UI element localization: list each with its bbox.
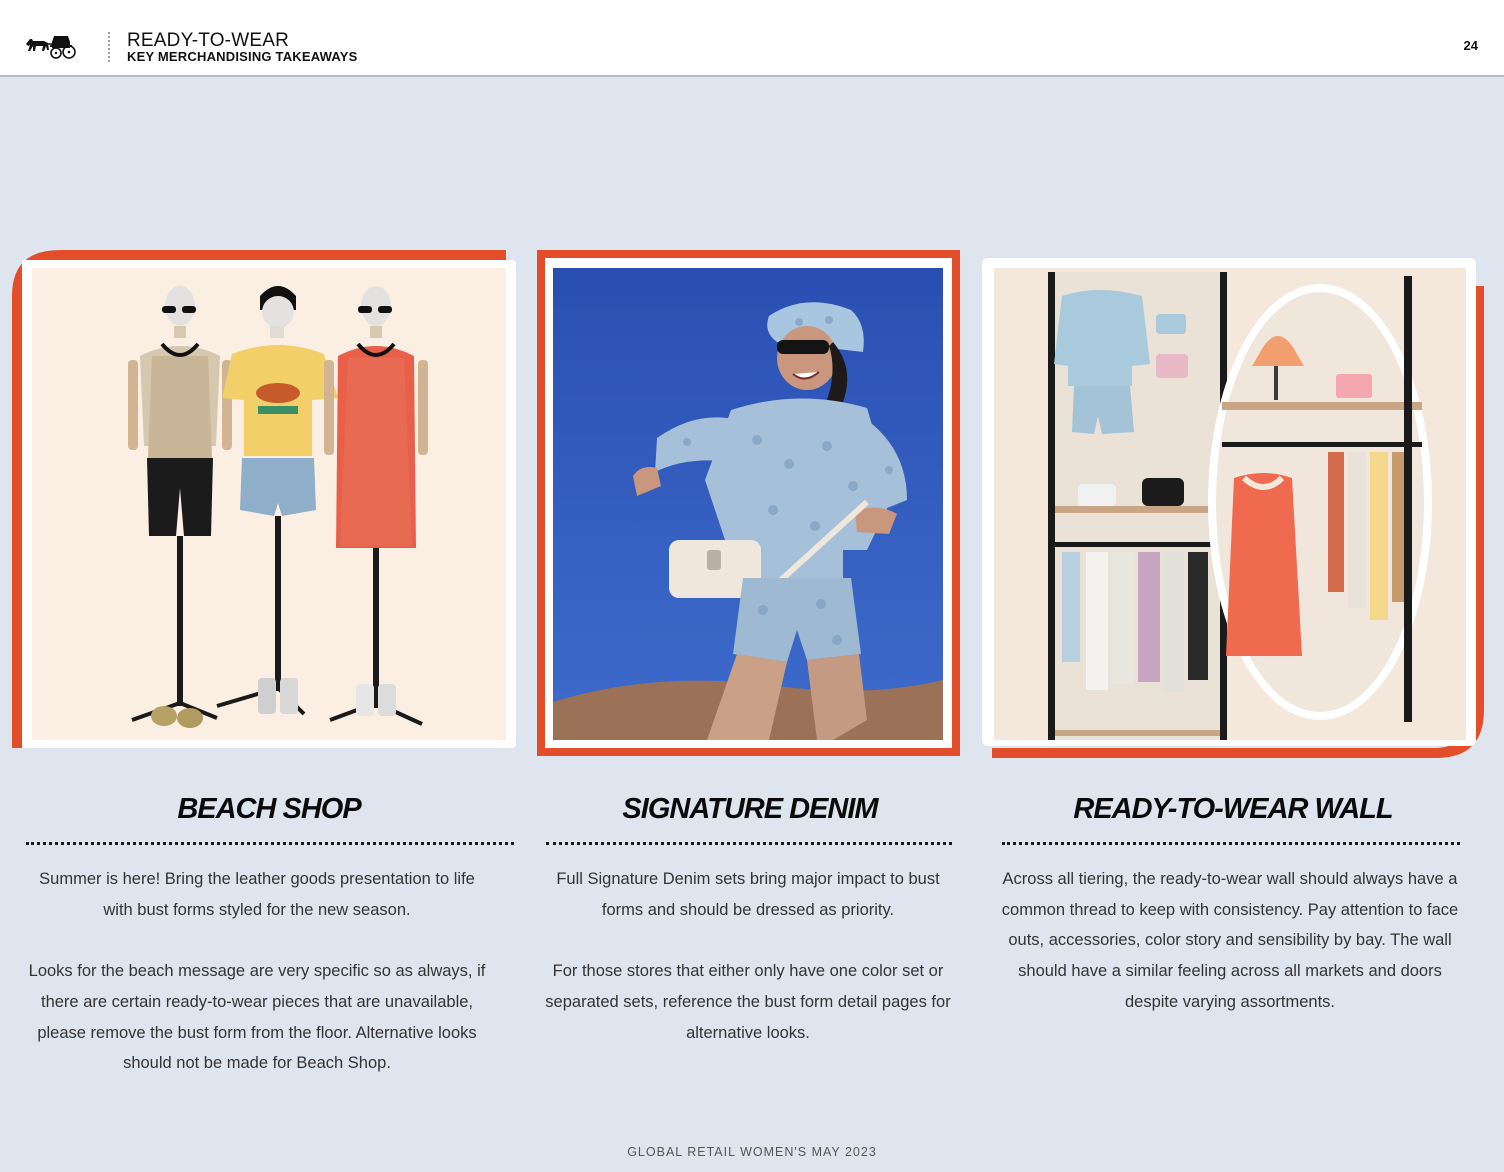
signature-denim-paragraph: For those stores that either only have one color set or separated sets, reference the bust form detail pages for alternative looks. — [545, 962, 951, 1042]
section-subtitle: KEY MERCHANDISING TAKEAWAYS — [127, 49, 358, 64]
beach-shop-photo — [12, 248, 518, 750]
header-divider — [108, 32, 110, 62]
signature-denim-paragraph: Full Signature Denim sets bring major impact to bust forms and should be dressed as priority. — [556, 870, 940, 919]
signature-denim-divider — [546, 842, 952, 845]
page-header — [0, 0, 1504, 77]
signature-denim-title: SIGNATURE DENIM — [622, 793, 878, 825]
section-title: READY-TO-WEAR — [127, 30, 290, 51]
beach-shop-paragraph: Looks for the beach message are very specific so as always, if there are certain ready-to-wear pieces that are unavailable, please remove the bust form from the floor. Alternative looks should not be made for Beach Shop. — [28, 962, 486, 1073]
ready-to-wear-wall-title: READY-TO-WEAR WALL — [1073, 793, 1393, 825]
ready-to-wear-wall-text — [998, 864, 1462, 1018]
horse-and-carriage-logo-icon — [24, 30, 96, 62]
footer-text: GLOBAL RETAIL WOMEN'S MAY 2023 — [627, 1145, 877, 1159]
signature-denim-photo — [537, 250, 960, 756]
signature-denim-text — [541, 864, 955, 1048]
beach-shop-text — [24, 864, 490, 1079]
ready-to-wear-wall-photo — [982, 256, 1486, 762]
beach-shop-divider — [26, 842, 514, 845]
ready-to-wear-wall-divider — [1002, 842, 1460, 845]
beach-shop-title: BEACH SHOP — [177, 793, 361, 825]
page-number: 24 — [1463, 38, 1478, 53]
ready-to-wear-wall-paragraph: Across all tiering, the ready-to-wear wall should always have a common thread to keep with consistency. Pay attention to face outs, accessories, color story and sensibility by bay. The wall should have a similar feeling across all markets and doors despite varying assortments. — [1001, 870, 1459, 1011]
beach-shop-paragraph: Summer is here! Bring the leather goods presentation to life with bust forms styled for the new season. — [39, 870, 475, 919]
